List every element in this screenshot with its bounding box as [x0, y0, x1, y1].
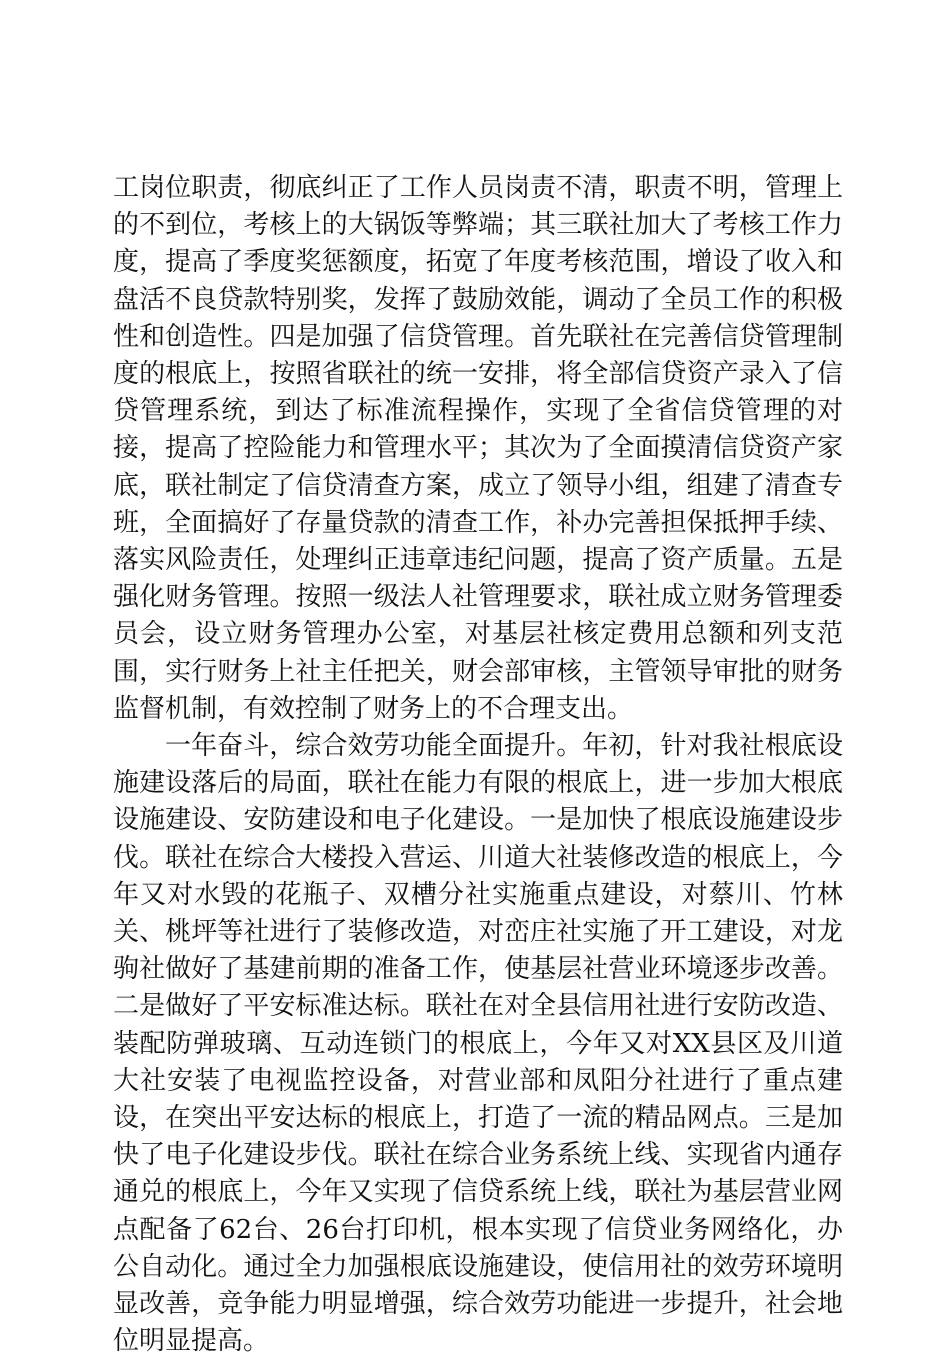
paragraph-service-upgrade: 一年奋斗，综合效劳功能全面提升。年初，针对我社根底设施建设落后的局面，联社在能力有限的根底上，进一步加大根底设施建设、安防建设和电子化建设。一是加快了根底设施建设步伐。联社在综合大楼投入营运、川道大社装修改造的根底上，今年又对水毁的花瓶子、双槽分社实施重点建设，对蔡川、竹林关、桃坪等社进行了装修改造，对峦庄社实施了开工建设，对龙驹社做好了基建前期的准备工作，使基层社营业环境逐步改善。二是做好了平安标准达标。联社在对全县信用社进行安防改造、装配防弹玻璃、互动连锁门的根底上，今年又对XX县区及川道大社安装了电视监控设备，对营业部和凤阳分社进行了重点建设，在突出平安达标的根底上，打造了一流的精品网点。三是加快了电子化建设步伐。联社在综合业务系统上线、实现省内通存通兑的根底上，今年又实现了信贷系统上线，联社为基层营业网点配备了62台、26台打印机，根本实现了信贷业务网络化，办公自动化。通过全力加强根底设施建设，使信用社的效劳环境明显改善，竞争能力明显增强，综合效劳功能进一步提升，社会地位明显提高。 [113, 731, 843, 1357]
body-text [113, 170, 843, 1361]
paragraph-management-reform: 工岗位职责，彻底纠正了工作人员岗责不清，职责不明，管理上的不到位，考核上的大锅饭等弊端；其三联社加大了考核工作力度，提高了季度奖惩额度，拓宽了年度考核范围，增设了收入和盘活不良贷款特别奖，发挥了鼓励效能，调动了全员工作的积极性和创造性。四是加强了信贷管理。首先联社在完善信贷管理制度的根底上，按照省联社的统一安排，将全部信贷资产录入了信贷管理系统，到达了标准流程操作，实现了全省信贷管理的对接，提高了控险能力和管理水平；其次为了全面摸清信贷资产家底，联社制定了信贷清查方案，成立了领导小组，组建了清查专班，全面搞好了存量贷款的清查工作，补办完善担保抵押手续、落实风险责任，处理纠正违章违纪问题，提高了资产质量。五是强化财务管理。按照一级法人社管理要求，联社成立财务管理委员会，设立财务管理办公室，对基层社核定费用总额和列支范围，实行财务上社主任把关，财会部审核，主管领导审批的财务监督机制，有效控制了财务上的不合理支出。 [113, 173, 843, 724]
